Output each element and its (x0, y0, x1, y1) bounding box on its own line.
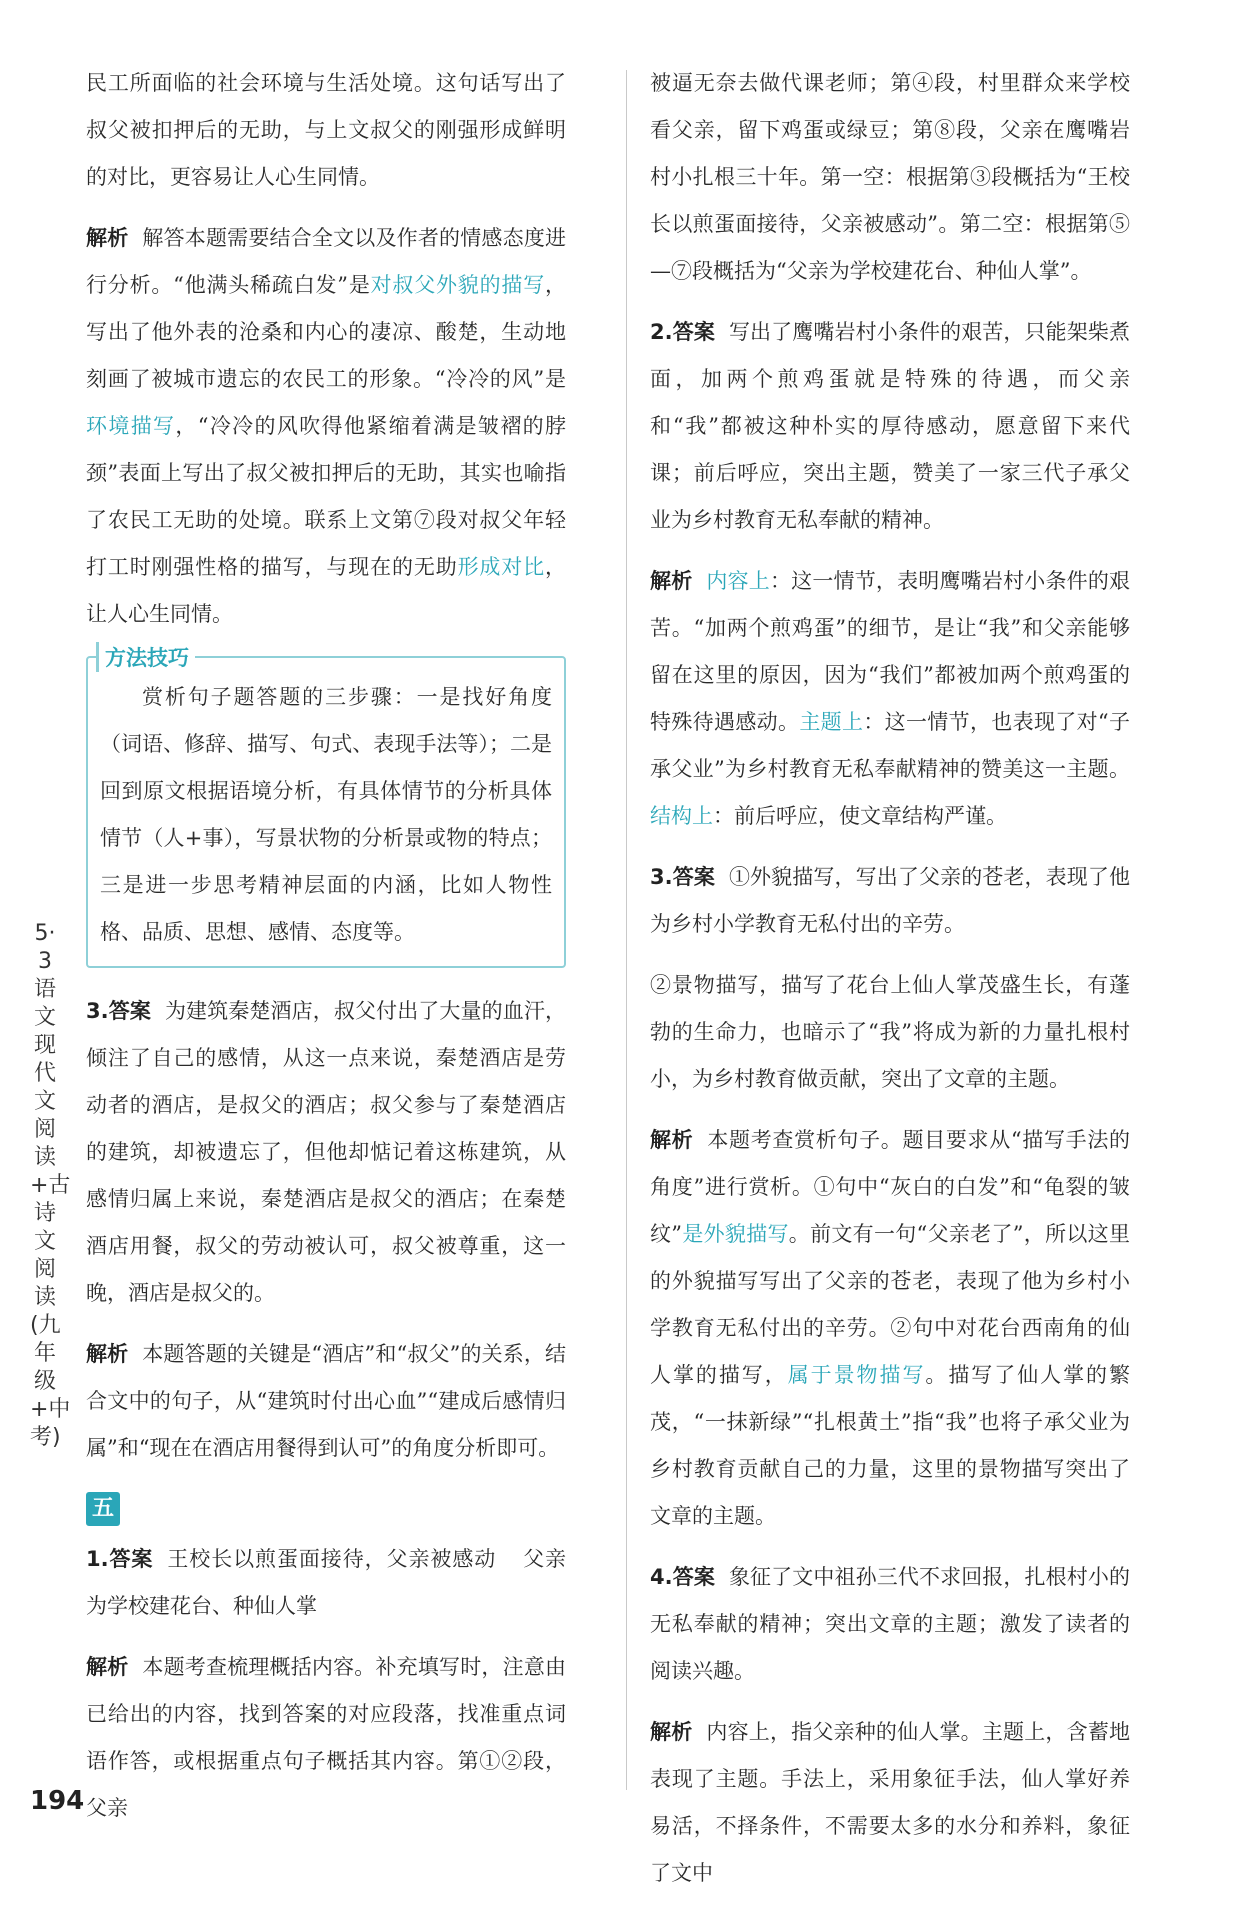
book-title-side-label: 5·3语文 现代文阅读+古诗文阅读(九年级+中考) (30, 921, 71, 1450)
highlight-text: 环境描写 (86, 414, 176, 438)
method-tips-title: 方法技巧 (96, 642, 195, 672)
method-tips-text: 赏析句子题答题的三步骤：一是找好角度（词语、修辞、描写、句式、表现手法等）；二是回到原文根据语境分析，有具体情节的分析具体情节（人+事），写景状物的分析景或物的特点；三是进一步思考精神层面的内涵，比如人物性格、品质、思想、感情、态度等。 (100, 685, 552, 944)
analysis-text: ，“冷冷的风吹得他紧缩着满是皱褶的脖颈”表面上写出了叔父被扣押后的无助，其实也喻指了农民工无助的处境。联系上文第⑦段对叔父年轻打工时刚强性格的描写，与现在的无助 (86, 414, 567, 579)
analysis-text: ：这一情节，也表现了对“子承父业”为乡村教育无私奉献精神的赞美这一主题。 (650, 710, 1131, 781)
answer-block (650, 309, 1130, 544)
highlight-text: 主题上 (799, 710, 864, 734)
answer-text: 父亲为学校建花台、种仙人掌 (86, 1547, 567, 1618)
analysis-text: 。前文有一句“父亲老了”，所以这里的外貌描写写出了父亲的苍老，表现了他为乡村小学教育无私付出的辛劳。②句中对花台西南角的仙人掌的描写， (650, 1222, 1130, 1387)
answer-label: 3.答案 (650, 865, 715, 889)
answer-text: ①外貌描写，写出了父亲的苍老，表现了他为乡村小学教育无私付出的辛劳。 (650, 865, 1130, 936)
highlight-text: 属于景物描写 (787, 1363, 926, 1387)
highlight-text: 是外貌描写 (682, 1222, 789, 1246)
analysis-text: 解答本题需要结合全文以及作者的情感态度进行分析。“他满头稀疏白发”是 (86, 226, 567, 297)
analysis-block (650, 558, 1130, 840)
analysis-text: ，让人心生同情。 (86, 555, 567, 626)
highlight-text: 对叔父外貌的描写 (370, 273, 545, 297)
analysis-text: 本题考查梳理概括内容。补充填写时，注意由已给出的内容，找到答案的对应段落，找准重点词语作答，或根据重点句子概括其内容。第①②段，父亲 (86, 1655, 567, 1820)
analysis-label: 解析 (650, 569, 693, 593)
page-number: 194 (30, 1786, 85, 1816)
paragraph (650, 60, 1130, 295)
answer-text: 写出了鹰嘴岩村小条件的艰苦，只能架柴煮面，加两个煎鸡蛋就是特殊的待遇，而父亲和“我”都被这种朴实的厚待感动，愿意留下来代课；前后呼应，突出主题，赞美了一家三代子承父业为乡村教育无私奉献的精神。 (650, 320, 1130, 532)
analysis-label: 解析 (650, 1720, 693, 1744)
analysis-text: 内容上，指父亲种的仙人掌。主题上，含蓄地表现了主题。手法上，采用象征手法，仙人掌好养易活，不择条件，不需要太多的水分和养料，象征了文中 (650, 1720, 1131, 1885)
answer-label: 1.答案 (86, 1547, 154, 1571)
analysis-text: 本题答题的关键是“酒店”和“叔父”的关系，结合文中的句子，从“建筑时付出心血”“建成后感情归属”和“现在在酒店用餐得到认可”的角度分析即可。 (86, 1342, 566, 1460)
right-column (650, 60, 1130, 1911)
analysis-text: 本题考查赏析句子。题目要求从“描写手法的角度”进行赏析。①句中“灰白的白发”和“龟裂的皱纹” (650, 1128, 1131, 1246)
answer-label: 4.答案 (650, 1565, 715, 1589)
analysis-label: 解析 (86, 1342, 129, 1366)
analysis-block (650, 1117, 1130, 1540)
column-divider (626, 70, 627, 1790)
answer-block (86, 1536, 566, 1630)
analysis-label: 解析 (86, 1655, 129, 1679)
analysis-text: 。描写了仙人掌的繁茂，“一抹新绿”“扎根黄土”指“我”也将子承父业为乡村教育贡献自己的力量，这里的景物描写突出了文章的主题。 (650, 1363, 1131, 1528)
answer-block (650, 854, 1130, 948)
highlight-text: 结构上 (650, 804, 713, 828)
analysis-text: ，写出了他外表的沧桑和内心的凄凉、酸楚，生动地刻画了被城市遗忘的农民工的形象。“冷冷的风”是 (86, 273, 566, 391)
section-badge: 五 (86, 1492, 120, 1526)
answer-text: 民工所面临的社会环境与生活处境。这句话写出了叔父被扣押后的无助，与上文叔父的刚强形成鲜明的对比，更容易让人心生同情。 (86, 71, 566, 189)
analysis-block (86, 1331, 566, 1472)
paragraph (86, 60, 566, 201)
highlight-text: 形成对比 (457, 555, 546, 579)
answer-block (650, 962, 1130, 1103)
analysis-label: 解析 (650, 1128, 694, 1152)
analysis-block (86, 1644, 566, 1832)
answer-text: 王校长以煎蛋面接待，父亲被感动 (167, 1547, 497, 1571)
analysis-text: 被逼无奈去做代课老师；第④段，村里群众来学校看父亲，留下鸡蛋或绿豆；第⑧段，父亲在鹰嘴岩村小扎根三十年。第一空：根据第③段概括为“王校长以煎蛋面接待，父亲被感动”。第二空：根据第⑤—⑦段概括为“父亲为学校建花台、种仙人掌”。 (650, 71, 1130, 283)
analysis-label: 解析 (86, 226, 129, 250)
answer-label: 2.答案 (650, 320, 715, 344)
answer-label: 3.答案 (86, 999, 151, 1023)
analysis-block (650, 1709, 1130, 1897)
analysis-text: ：这一情节，表明鹰嘴岩村小条件的艰苦。“加两个煎鸡蛋”的细节，是让“我”和父亲能够留在这里的原因，因为“我们”都被加两个煎鸡蛋的特殊待遇感动。 (650, 569, 1131, 734)
answer-text: 为建筑秦楚酒店，叔父付出了大量的血汗，倾注了自己的感情，从这一点来说，秦楚酒店是劳动者的酒店，是叔父的酒店；叔父参与了秦楚酒店的建筑，却被遗忘了，但他却惦记着这栋建筑，从感情归属上来说，秦楚酒店是叔父的酒店；在秦楚酒店用餐，叔父的劳动被认可，叔父被尊重，这一晚，酒店是叔父的。 (86, 999, 566, 1305)
left-column (86, 60, 566, 1846)
analysis-block (86, 215, 566, 638)
answer-text: 象征了文中祖孙三代不求回报，扎根村小的无私奉献的精神；突出文章的主题；激发了读者的阅读兴趣。 (650, 1565, 1130, 1683)
method-tips-box (86, 646, 566, 968)
answer-block (650, 1554, 1130, 1695)
highlight-text: 内容上 (706, 569, 770, 593)
answer-text: ②景物描写，描写了花台上仙人掌茂盛生长，有蓬勃的生命力，也暗示了“我”将成为新的力量扎根村小，为乡村教育做贡献，突出了文章的主题。 (650, 973, 1130, 1091)
analysis-text: ：前后呼应，使文章结构严谨。 (713, 804, 1007, 828)
answer-block (86, 988, 566, 1317)
